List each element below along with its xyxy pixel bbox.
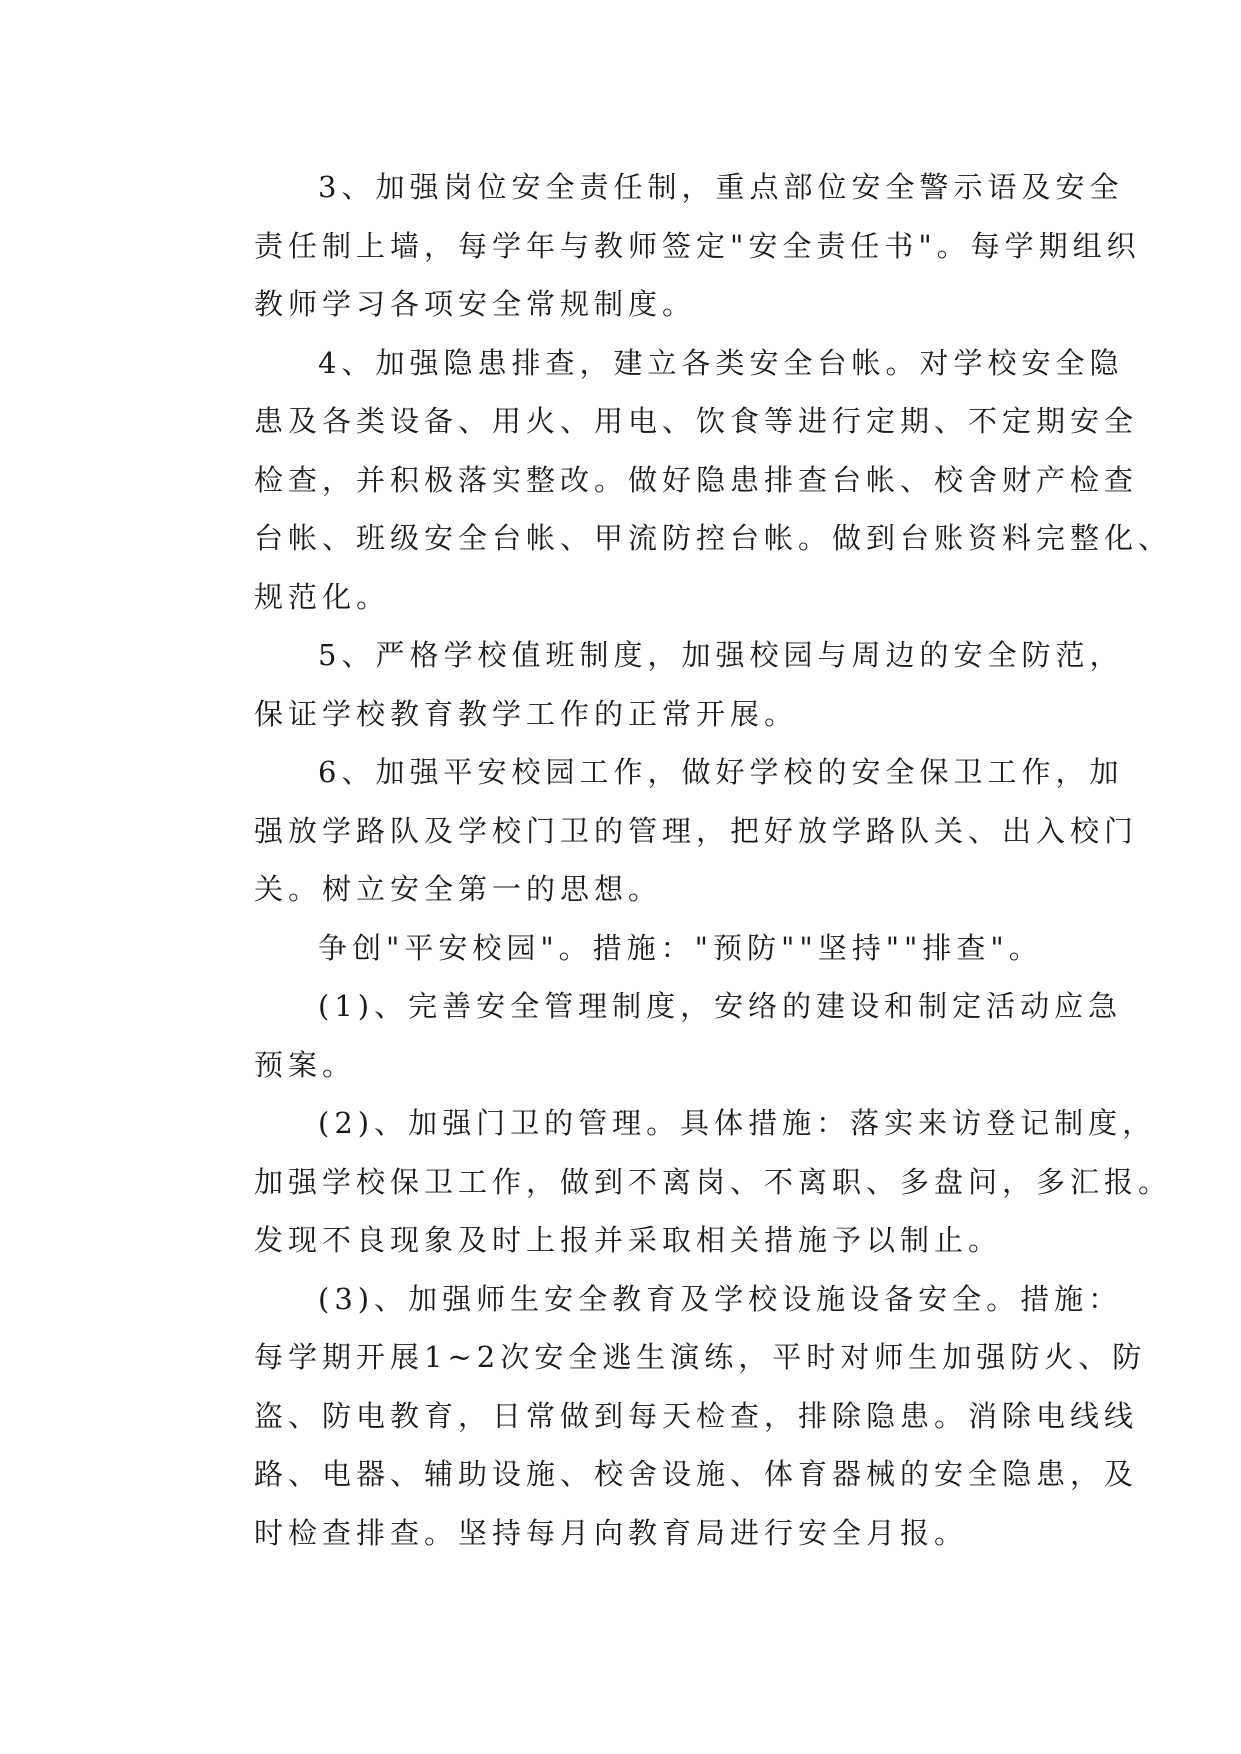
text-line: 患及各类设备、用火、用电、饮食等进行定期、不定期安全 (254, 404, 1139, 438)
paragraph-measure-2 (190, 1094, 1173, 1270)
text-line: (2)、加强门卫的管理。具体措施：落实来访登记制度， (318, 1106, 1157, 1140)
paragraph-safe-campus (190, 919, 1060, 978)
text-line: 加强学校保卫工作，做到不离岗、不离职、多盘问，多汇报。 (254, 1164, 1173, 1199)
text-line: 规范化。 (254, 579, 391, 614)
paragraph-item-5 (190, 626, 1124, 743)
text-line: (1)、完善安全管理制度，安络的建设和制定活动应急 (318, 989, 1123, 1023)
paragraph-item-3 (190, 158, 1141, 334)
text-line: 检查，并积极落实整改。做好隐患排查台帐、校舍财产检查 (254, 462, 1139, 497)
text-line: 争创"平安校园"。措施："预防""坚持""排查"。 (318, 930, 1043, 965)
text-line: 强放学路队及学校门卫的管理，把好放学路队关、出入校门 (254, 813, 1139, 848)
document-body (190, 158, 1173, 1562)
text-line: 责任制上墙，每学年与教师签定"安全责任书"。每学期组织 (254, 228, 1141, 263)
paragraph-measure-3 (190, 1270, 1147, 1563)
text-line: 教师学习各项安全常规制度。 (254, 287, 697, 321)
text-line: 4、加强隐患排查，建立各类安全台帐。对学校安全隐 (318, 345, 1124, 380)
text-line: 台帐、班级安全台帐、甲流防控台帐。做到台账资料完整化、 (254, 521, 1173, 555)
text-line: 发现不良现象及时上报并采取相关措施予以制止。 (254, 1223, 1003, 1257)
text-line: 3、加强岗位安全责任制，重点部位安全警示语及安全 (318, 170, 1124, 204)
text-line: 盗、防电教育，日常做到每天检查，排除隐患。消除电线线 (254, 1398, 1139, 1433)
paragraph-item-4 (190, 334, 1173, 627)
paragraph-measure-1 (190, 977, 1123, 1094)
text-line: 时检查排查。坚持每月向教育局进行安全月报。 (254, 1515, 969, 1550)
text-line: 5、严格学校值班制度，加强校园与周边的安全防范， (318, 638, 1124, 672)
paragraph-item-6 (190, 743, 1139, 919)
text-line: 6、加强平安校园工作，做好学校的安全保卫工作，加 (318, 755, 1124, 789)
text-line: 保证学校教育教学工作的正常开展。 (254, 696, 799, 731)
text-line: 预案。 (254, 1047, 357, 1082)
text-line: 每学期开展1~2次安全逃生演练，平时对师生加强防火、防 (254, 1340, 1147, 1374)
text-line: 路、电器、辅助设施、校舍设施、体育器械的安全隐患，及 (254, 1457, 1139, 1491)
text-line: (3)、加强师生安全教育及学校设施设备安全。措施： (318, 1281, 1123, 1316)
text-line: 关。树立安全第一的思想。 (254, 872, 663, 906)
